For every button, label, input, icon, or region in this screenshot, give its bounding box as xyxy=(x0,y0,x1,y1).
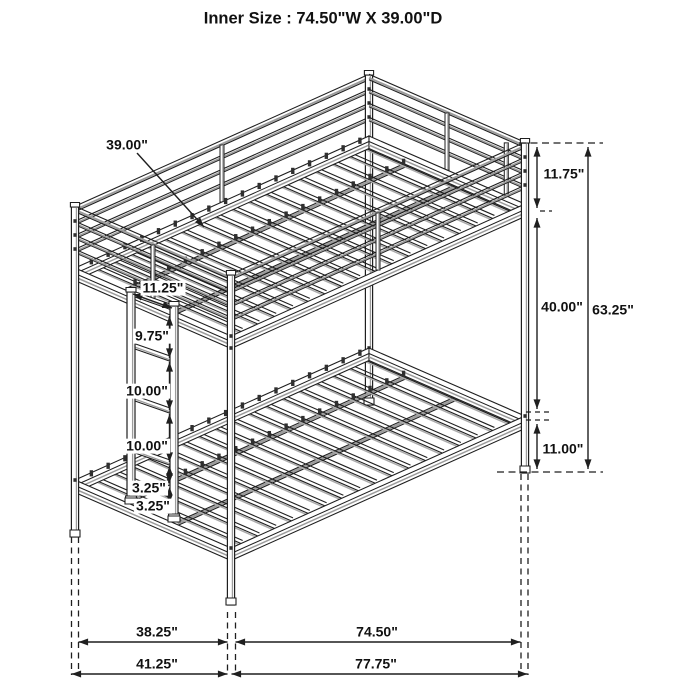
dim-label-overall-height: 63.25" xyxy=(592,301,634,318)
dim-label-floor-right-inner: 74.50" xyxy=(356,623,398,640)
dim-label-floor-left-outer: 41.25" xyxy=(136,655,178,672)
dim-label-bottom-gap-b: 3.25" xyxy=(136,497,170,514)
dim-label-bottom-gap-a: 3.25" xyxy=(132,479,166,496)
dim-label-rung-gap-top: 9.75" xyxy=(135,327,169,344)
dim-label-slat-length: 39.00" xyxy=(106,136,148,153)
dim-label-floor-right-outer: 77.75" xyxy=(355,655,397,672)
dim-label-floor-left-inner: 38.25" xyxy=(136,623,178,640)
diagram-title: Inner Size : 74.50"W X 39.00"D xyxy=(203,9,443,28)
dim-label-rung-gap-mid: 10.00" xyxy=(126,382,168,399)
dim-label-ladder-width: 11.25" xyxy=(142,279,184,296)
dim-label-bottom-bunk-height: 11.00" xyxy=(542,440,584,457)
dim-label-guard-rail-height: 11.75" xyxy=(543,165,585,182)
dim-label-bunk-clearance: 40.00" xyxy=(541,298,583,315)
dim-label-rung-gap-low: 10.00" xyxy=(126,437,168,454)
